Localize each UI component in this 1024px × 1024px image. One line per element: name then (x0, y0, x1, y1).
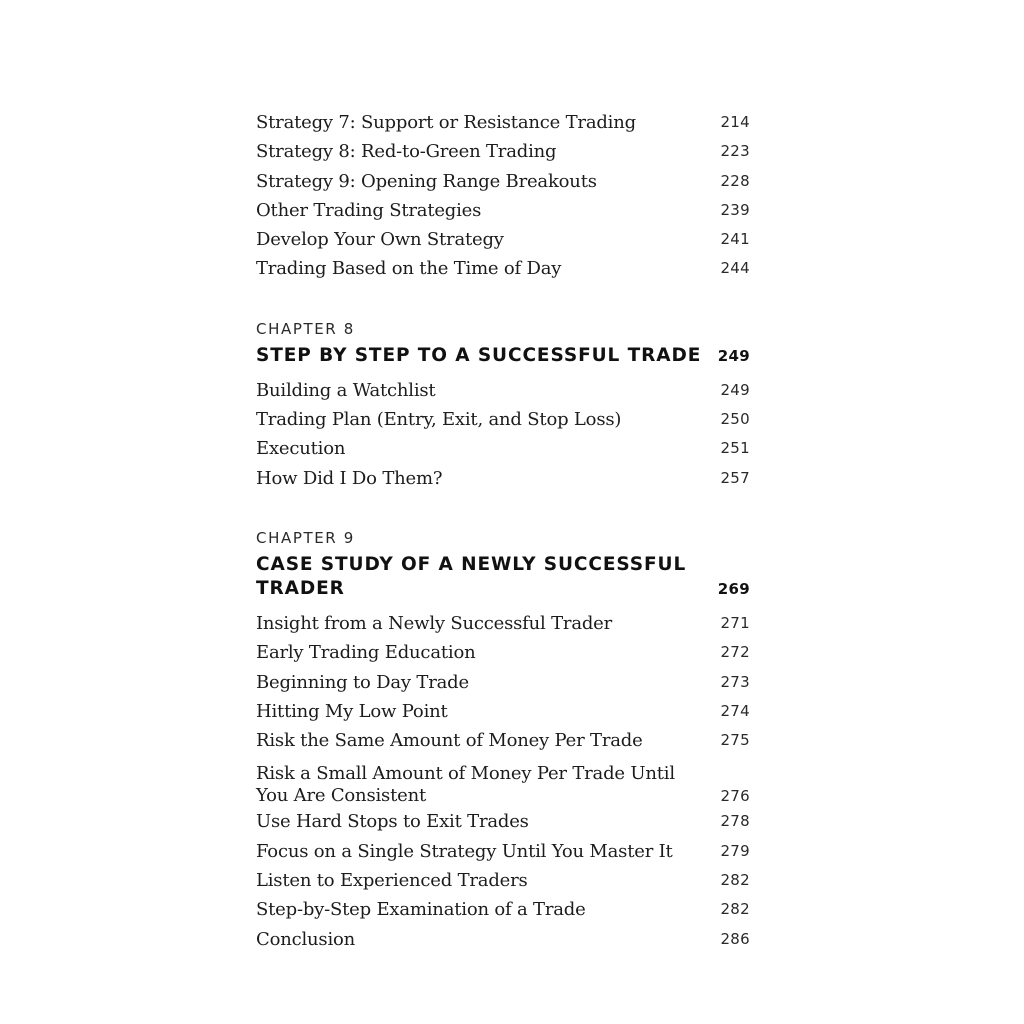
toc-entry[interactable] (256, 837, 750, 866)
toc-entry-page: 257 (720, 468, 750, 487)
toc-entry[interactable] (256, 167, 750, 196)
toc-entry-title: Insight from a Newly Successful Trader (256, 612, 613, 634)
toc-entry-page: 244 (720, 259, 750, 278)
toc-entry-page: 251 (720, 439, 750, 458)
toc-entry[interactable] (256, 405, 750, 434)
toc-entry[interactable] (256, 108, 750, 137)
toc-entry-title: Other Trading Strategies (256, 199, 482, 221)
toc-entry-page: 241 (720, 230, 750, 249)
toc-entry-title: Focus on a Single Strategy Until You Master It (256, 840, 673, 862)
chapter-page: 249 (717, 346, 750, 365)
toc-entry-title: Execution (256, 438, 346, 460)
toc-entry[interactable] (256, 668, 750, 697)
chapter-title: CASE STUDY OF A NEWLY SUCCESSFUL TRADER (256, 553, 687, 599)
toc-entry-title: How Did I Do Them? (256, 467, 443, 489)
toc-entry-page: 273 (720, 672, 750, 691)
toc-entry-title: Step-by-Step Examination of a Trade (256, 899, 586, 921)
toc-entry-page: 282 (720, 871, 750, 890)
toc-entry-page: 228 (720, 171, 750, 190)
chapter-label: CHAPTER 9 (256, 528, 355, 547)
toc-entry-title: Listen to Experienced Traders (256, 870, 528, 892)
toc-entry[interactable] (256, 196, 750, 225)
toc-entry[interactable] (256, 254, 750, 283)
toc-entry-title: Trading Plan (Entry, Exit, and Stop Loss) (256, 409, 622, 431)
toc-entry-page: 271 (720, 613, 750, 632)
toc-entry[interactable] (256, 895, 750, 924)
toc-entry[interactable] (256, 807, 750, 836)
toc-entry-page: 239 (720, 200, 750, 219)
toc-section-chapter-9 (256, 527, 750, 954)
toc-entry[interactable] (256, 755, 750, 807)
toc-entry[interactable] (256, 434, 750, 463)
toc-entry-title: Risk a Small Amount of Money Per Trade Until You Are Consistent (256, 763, 675, 807)
toc-entry[interactable] (256, 376, 750, 405)
toc-section-chapter-7-continued (256, 108, 750, 284)
toc-entry-title: Strategy 9: Opening Range Breakouts (256, 170, 597, 192)
toc-entry-title: Strategy 7: Support or Resistance Trading (256, 112, 636, 133)
toc-section-chapter-8 (256, 318, 750, 493)
toc-entry-title: Early Trading Education (256, 642, 476, 664)
toc-entry-page: 223 (720, 142, 750, 161)
toc-entry-title: Conclusion (256, 928, 356, 950)
table-of-contents (256, 108, 750, 954)
toc-entry-page: 275 (720, 731, 750, 750)
chapter-title: STEP BY STEP TO A SUCCESSFUL TRADE (256, 344, 702, 366)
toc-entry-page: 274 (720, 701, 750, 720)
toc-entry[interactable] (256, 464, 750, 493)
toc-entry-title: Hitting My Low Point (256, 700, 448, 722)
toc-entry[interactable] (256, 866, 750, 895)
chapter-page: 269 (717, 579, 750, 598)
toc-entry-page: 250 (720, 410, 750, 429)
toc-entry-page: 249 (720, 380, 750, 399)
toc-entry-page: 214 (720, 113, 750, 131)
toc-entry-title: Trading Based on the Time of Day (256, 258, 562, 280)
chapter-heading[interactable] (256, 344, 750, 368)
toc-entry-page: 278 (720, 812, 750, 831)
toc-entry[interactable] (256, 697, 750, 726)
toc-entry-page: 279 (720, 841, 750, 860)
toc-entry[interactable] (256, 225, 750, 254)
toc-entry[interactable] (256, 609, 750, 638)
toc-entry-title: Strategy 8: Red-to-Green Trading (256, 141, 557, 163)
chapter-label: CHAPTER 8 (256, 319, 355, 338)
chapter-heading[interactable] (256, 553, 750, 601)
toc-entry-title: Develop Your Own Strategy (256, 229, 504, 251)
toc-entry[interactable] (256, 137, 750, 166)
toc-entry-page: 276 (720, 787, 750, 806)
toc-entry-title: Beginning to Day Trade (256, 671, 469, 693)
toc-entry-title: Risk the Same Amount of Money Per Trade (256, 730, 643, 752)
toc-entry-title: Building a Watchlist (256, 379, 436, 401)
toc-entry[interactable] (256, 925, 750, 954)
toc-entry-title: Use Hard Stops to Exit Trades (256, 811, 529, 833)
toc-entry[interactable] (256, 726, 750, 755)
toc-entry-page: 272 (720, 643, 750, 662)
toc-entry-page: 286 (720, 929, 750, 948)
toc-entry[interactable] (256, 638, 750, 667)
toc-entry-page: 282 (720, 900, 750, 919)
